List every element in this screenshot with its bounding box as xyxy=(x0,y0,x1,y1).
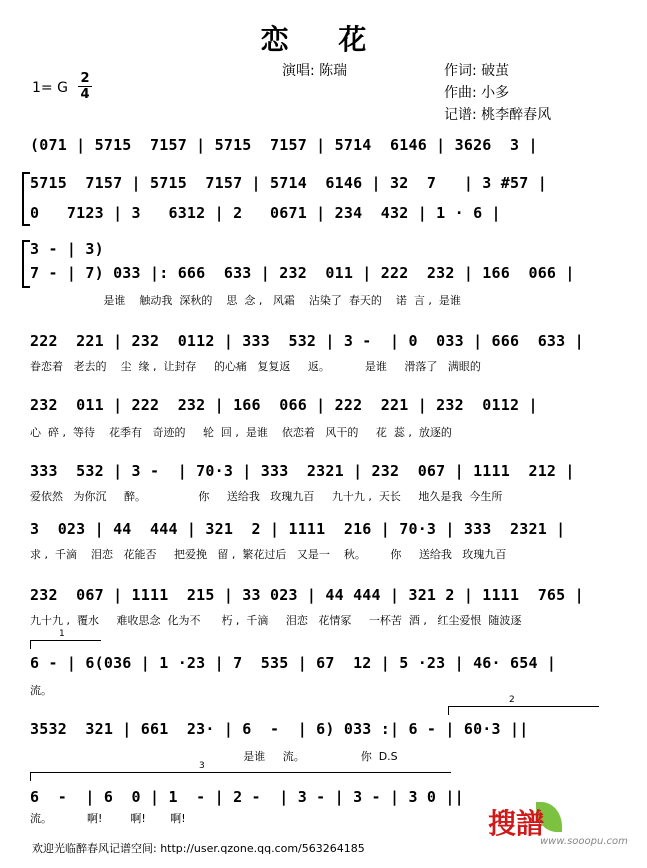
volta-bracket: 3 xyxy=(30,772,451,781)
score-lyrics: 流。 xyxy=(30,684,52,697)
site-logo xyxy=(488,800,638,850)
score-notes: 3 - | 3) xyxy=(30,240,104,258)
score-notes: 7 - | 7) 033 |: 666 633 | 232 011 | 222 232 | 166 066 | xyxy=(30,264,575,282)
score-notes: 3532 321 | 661 23· | 6 - | 6) 033 :| 6 - | 60·3 || xyxy=(30,720,529,738)
song-title: 恋 花 xyxy=(260,23,387,56)
score-notes: 333 532 | 3 - | 70·3 | 333 2321 | 232 067 | 1111 212 | xyxy=(30,462,575,480)
time-signature xyxy=(78,72,92,101)
score-lyrics: 是谁 流。 你 D.S xyxy=(30,750,398,763)
score-notes: 5715 7157 | 5715 7157 | 5714 6146 | 32 7 | 3 #57 | xyxy=(30,174,547,192)
volta-bracket: 2 xyxy=(448,706,599,715)
logo-text: 搜譜 xyxy=(488,807,545,840)
lyricist-credit: 作词: 破茧 xyxy=(444,63,510,79)
key-signature: 1= G xyxy=(32,80,68,96)
footer-note: 欢迎光临醉春风记谱空间: http://user.qzone.qq.com/563264185 xyxy=(32,842,365,855)
score-lyrics: 爱依然 为你沉 醉。 你 送给我 玫瑰九百 九十九 , 天长 地久是我 今生所 xyxy=(30,490,503,503)
logo-url: www.sooopu.com xyxy=(540,836,628,847)
score-notes: 3 023 | 44 444 | 321 2 | 1111 216 | 70·3 | 333 2321 | xyxy=(30,520,566,538)
time-signature-top: 2 xyxy=(80,71,90,86)
score-lyrics: 心 碎 , 等待 花季有 奇迹的 轮 回 , 是谁 依恋着 风干的 花 蕊 , 放逐的 xyxy=(30,426,452,439)
score-lyrics: 是谁 触动我 深秋的 思 念 , 风霜 沾染了 春天的 诺 言 , 是谁 xyxy=(30,294,461,307)
composer-credit: 作曲: 小多 xyxy=(444,85,510,101)
score-notes: 6 - | 6 0 | 1 - | 2 - | 3 - | 3 - | 3 0 || xyxy=(30,788,464,806)
score-notes: (071 | 5715 7157 | 5715 7157 | 5714 6146 | 3626 3 | xyxy=(30,136,538,154)
system-brace xyxy=(22,240,30,288)
score-lyrics: 流。 啊! 啊! 啊! xyxy=(30,812,186,825)
score-notes: 232 067 | 1111 215 | 33 023 | 44 444 | 321 2 | 1111 765 | xyxy=(30,586,584,604)
score-notes: 0 7123 | 3 6312 | 2 0671 | 234 432 | 1 · 6 | xyxy=(30,204,501,222)
singer-credit: 演唱: 陈瑞 xyxy=(282,63,348,79)
time-signature-bottom: 4 xyxy=(80,87,90,102)
score-notes: 6 - | 6(036 | 1 ·23 | 7 535 | 67 12 | 5 ·23 | 46· 654 | xyxy=(30,654,557,672)
volta-bracket: 1 xyxy=(30,640,101,649)
score-lyrics: 眷恋着 老去的 尘 缘 , 让封存 的心痛 复复返 返。 是谁 滑落了 满眼的 xyxy=(30,360,481,373)
score-lyrics: 求 , 千滴 泪恋 花能否 把爱挽 留 , 繁花过后 又是一 秋。 你 送给我 玫瑰九百 xyxy=(30,548,507,561)
system-brace xyxy=(22,172,30,226)
transcriber-credit: 记谱: 桃李醉春风 xyxy=(444,107,552,123)
score-notes: 222 221 | 232 0112 | 333 532 | 3 - | 0 033 | 666 633 | xyxy=(30,332,584,350)
score-lyrics: 九十九 , 覆水 难收思念 化为不 朽 , 千滴 泪恋 花情冢 一杯苦 酒 , 红尘爱恨 随波逐 xyxy=(30,614,522,627)
score-notes: 232 011 | 222 232 | 166 066 | 222 221 | 232 0112 | xyxy=(30,396,538,414)
